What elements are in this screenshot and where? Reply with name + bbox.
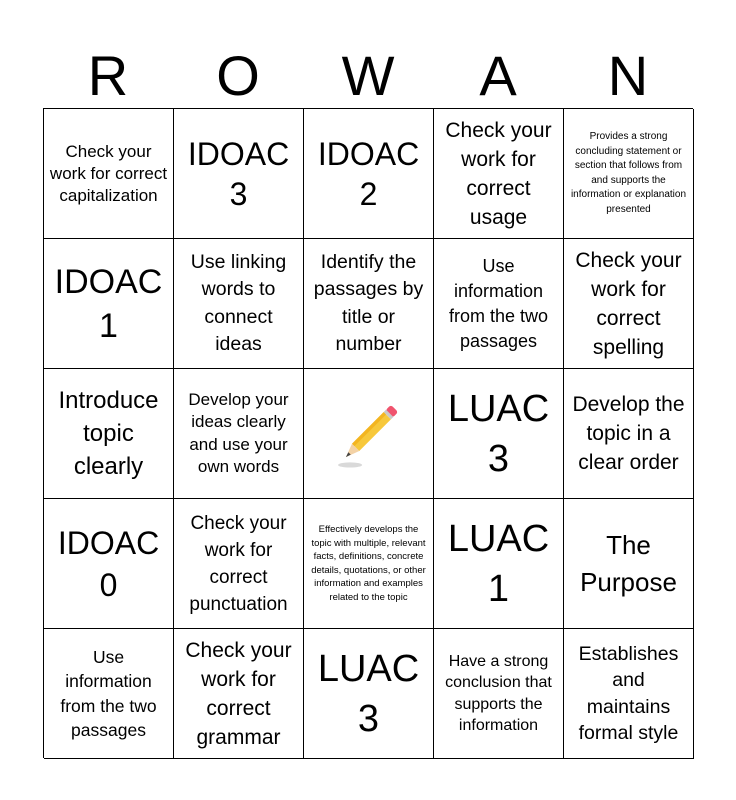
- cell-text: Check your work for correct capitalization: [49, 141, 168, 205]
- bingo-cell[interactable]: [434, 499, 564, 629]
- cell-text: Check your work for correct punctuation: [189, 512, 288, 615]
- pencil-icon: [326, 391, 412, 477]
- bingo-cell[interactable]: [44, 629, 174, 759]
- cell-text: Identify the passages by title or number: [313, 250, 424, 355]
- title-letter: O: [216, 44, 260, 107]
- bingo-cell[interactable]: [174, 499, 304, 629]
- cell-text: Have a strong conclusion that supports the information: [445, 652, 552, 734]
- bingo-cell[interactable]: [564, 109, 694, 239]
- bingo-cell[interactable]: [44, 109, 174, 239]
- bingo-cell[interactable]: [174, 629, 304, 759]
- cell-text: IDOAC 0: [57, 524, 160, 603]
- bingo-cell[interactable]: [564, 239, 694, 369]
- title-letter: W: [341, 44, 395, 107]
- title-letter: R: [87, 44, 129, 107]
- bingo-board: [43, 108, 693, 758]
- bingo-cell[interactable]: [44, 369, 174, 499]
- bingo-cell[interactable]: [304, 109, 434, 239]
- cell-text: Establishes and maintains formal style: [578, 642, 679, 744]
- cell-text: Use information from the two passages: [60, 646, 157, 740]
- cell-text: Check your work for correct grammar: [185, 638, 292, 749]
- cell-text: LUAC 3: [317, 647, 420, 740]
- cell-text: Provides a strong concluding statement or section that follows from and supports the information or explanation presented: [570, 131, 687, 215]
- cell-text: LUAC 1: [447, 517, 550, 610]
- title-row: [43, 44, 693, 108]
- bingo-cell[interactable]: [304, 239, 434, 369]
- free-space[interactable]: [304, 369, 434, 499]
- bingo-cell[interactable]: [564, 629, 694, 759]
- cell-text: Check your work for correct usage: [445, 118, 552, 229]
- cell-text: Effectively develops the topic with multiple, relevant facts, definitions, concrete details, quotations, or other information and examples related to the topic: [311, 524, 426, 603]
- bingo-cell[interactable]: [44, 239, 174, 369]
- cell-text: Introduce topic clearly: [58, 387, 159, 480]
- bingo-cell[interactable]: [434, 629, 564, 759]
- cell-text: Use linking words to connect ideas: [190, 250, 287, 355]
- bingo-cell[interactable]: [304, 499, 434, 629]
- bingo-cell[interactable]: [434, 109, 564, 239]
- title-letter: A: [479, 44, 517, 107]
- bingo-cell[interactable]: [564, 369, 694, 499]
- cell-text: IDOAC 2: [317, 135, 420, 212]
- bingo-cell[interactable]: [174, 369, 304, 499]
- bingo-cell[interactable]: [434, 239, 564, 369]
- cell-text: The Purpose: [580, 529, 677, 597]
- bingo-cell[interactable]: [564, 499, 694, 629]
- bingo-cell[interactable]: [174, 239, 304, 369]
- cell-text: Develop the topic in a clear order: [572, 393, 685, 474]
- cell-text: IDOAC 3: [187, 135, 290, 212]
- bingo-cell[interactable]: [434, 369, 564, 499]
- cell-text: Use information from the two passages: [448, 255, 549, 351]
- cell-text: IDOAC 1: [54, 262, 163, 345]
- cell-text: LUAC 3: [447, 387, 550, 480]
- bingo-cell[interactable]: [44, 499, 174, 629]
- bingo-cell[interactable]: [304, 629, 434, 759]
- cell-text: Develop your ideas clearly and use your own words: [188, 389, 289, 476]
- bingo-cell[interactable]: [174, 109, 304, 239]
- title-letter: N: [607, 44, 649, 107]
- cell-text: Check your work for correct spelling: [575, 248, 682, 359]
